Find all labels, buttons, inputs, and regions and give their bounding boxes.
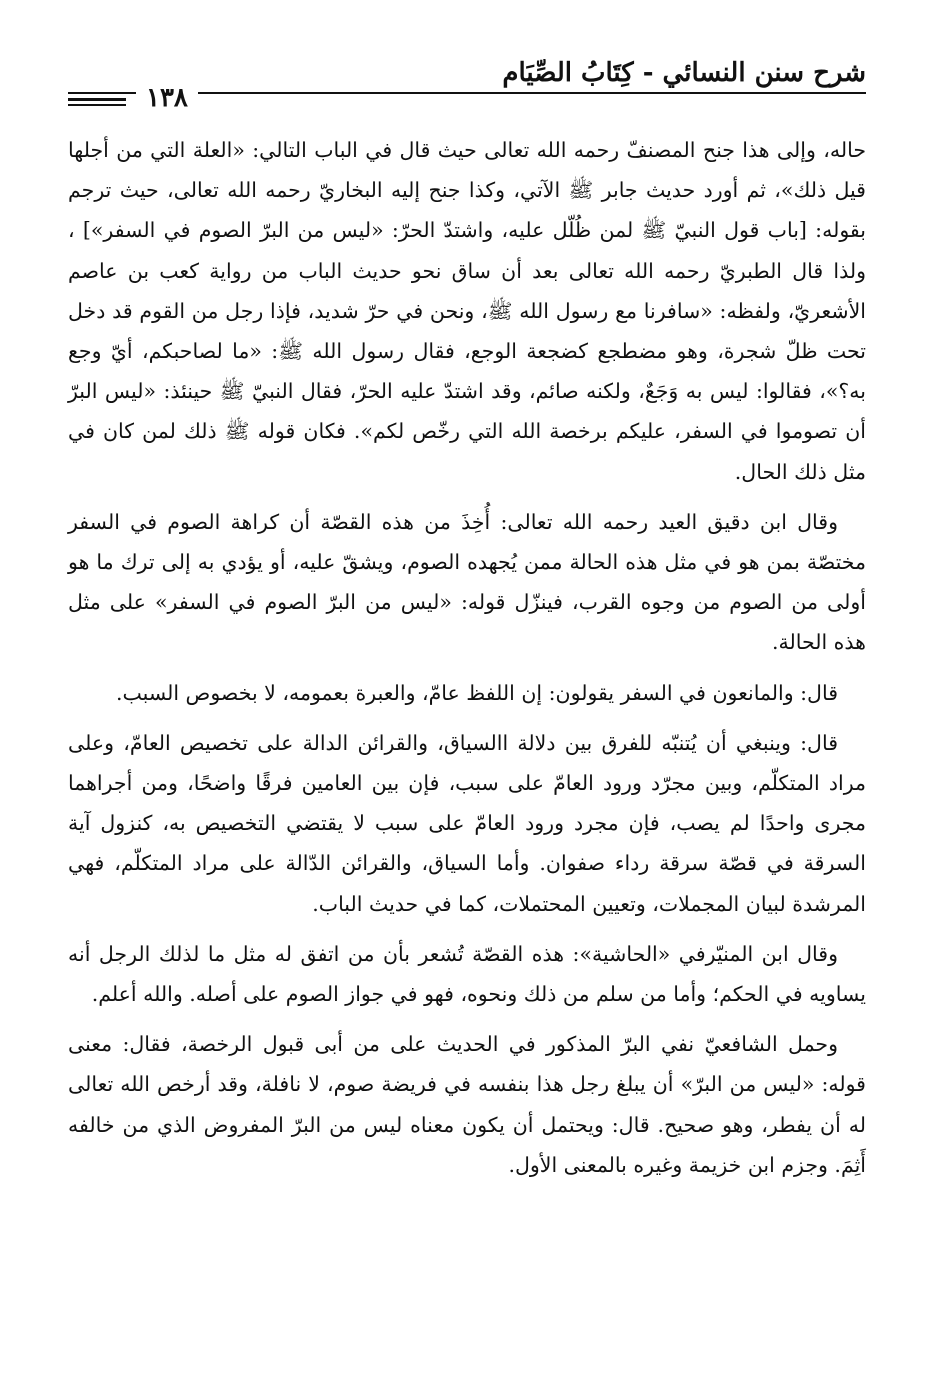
paragraph: وقال ابن المنيّرفي «الحاشية»: هذه القصّة تُشعر بأن من اتفق له مثل ما لذلك الرجل أنه يساويه في الحكم؛ وأما من سلم من ذلك ونحوه، فهو في جواز الصوم على أصله. والله أعلم. xyxy=(68,941,866,1007)
paragraph: قال: والمانعون في السفر يقولون: إن اللفظ عامّ، والعبرة بعمومه، لا بخصوص السبب. xyxy=(115,680,838,705)
paragraph: وحمل الشافعيّ نفي البرّ المذكور في الحديث على من أبى قبول الرخصة، فقال: معنى قوله: «ليس من البرّ» أن يبلغ رجل هذا بنفسه في فريضة صوم، لا نافلة، وقد أرخص الله تعالى له أن يفطر، وهو صحيح. قال: ويحتمل أن يكون معناه ليس من البرّ المفروض الذي من خالفه أَثِمَ. وجزم ابن خزيمة وغيره بالمعنى الأول. xyxy=(68,1032,866,1177)
paragraph: حاله، وإلى هذا جنح المصنفّ رحمه الله تعالى حيث قال في الباب التالي: «العلة التي من أجلها قيل ذلك»، ثم أورد حديث جابر ﷺ الآتي، وكذا جنح إليه البخاريّ رحمه الله تعالى، حيث ترجم بقوله: [باب قول النبيّ ﷺ لمن ظُلّل عليه، واشتدّ الحرّ: «ليس من البرّ الصوم في السفر»] ، ولذا قال الطبريّ رحمه الله تعالى بعد أن ساق نحو حديث الباب من رواية كعب بن عاصم الأشعريّ، ولفظه: «سافرنا مع رسول الله ﷺ، ونحن في حرّ شديد، فإذا رجل من القوم قد دخل تحت ظلّ شجرة، وهو مضطجع كضجعة الوجع، فقال رسول الله ﷺ: «ما لصاحبكم، أيّ وجع به؟»، فقالوا: ليس به وَجَعٌ، ولكنه صائم، وقد اشتدّ عليه الحرّ، فقال النبيّ ﷺ حينئذ: «ليس البرّ أن تصوموا في السفر، عليكم برخصة الله التي رخّص لكم». فكان قوله ﷺ ذلك لمن كان في مثل ذلك الحال. xyxy=(68,138,866,484)
running-title: شرح سنن النسائي - كِتَابُ الصِّيَام xyxy=(502,58,866,88)
page-body xyxy=(68,130,866,1195)
paragraph: قال: وينبغي أن يُتنبّه للفرق بين دلالة االسياق، والقرائن الدالة على تخصيص العامّ، وعلى مراد المتكلّم، وبين مجرّد ورود العامّ على سبب، فإن بين العامين فرقًا واضحًا، ومن أجراهما مجرى واحدًا لم يصب، فإن مجرد ورود العامّ على سبب لا يقتضي التخصيص به، كنزول آية السرقة في قصّة سرقة رداء صفوان. وأما السياق، والقرائن الدّالة على مراد المتكلّم، فهي المرشدة لبيان المجملات، وتعيين المحتملات، كما في حديث الباب. xyxy=(68,730,866,916)
paragraph: وقال ابن دقيق العيد رحمه الله تعالى: أُخِذَ من هذه القصّة أن كراهة الصوم في السفر مختصّة بمن هو في مثل هذه الحالة ممن يُجهده الصوم، ويشقّ عليه، أو يؤدي به إلى ترك ما هو أولى من الصوم من وجوه القرب، فينزّل قوله: «ليس من البرّ الصوم في السفر» على مثل هذه الحالة. xyxy=(68,509,866,655)
page-number: ١٣٨ xyxy=(136,84,198,112)
header-rule-accent-thin xyxy=(68,104,126,106)
page-header xyxy=(68,48,866,113)
header-rule-accent xyxy=(68,98,126,101)
